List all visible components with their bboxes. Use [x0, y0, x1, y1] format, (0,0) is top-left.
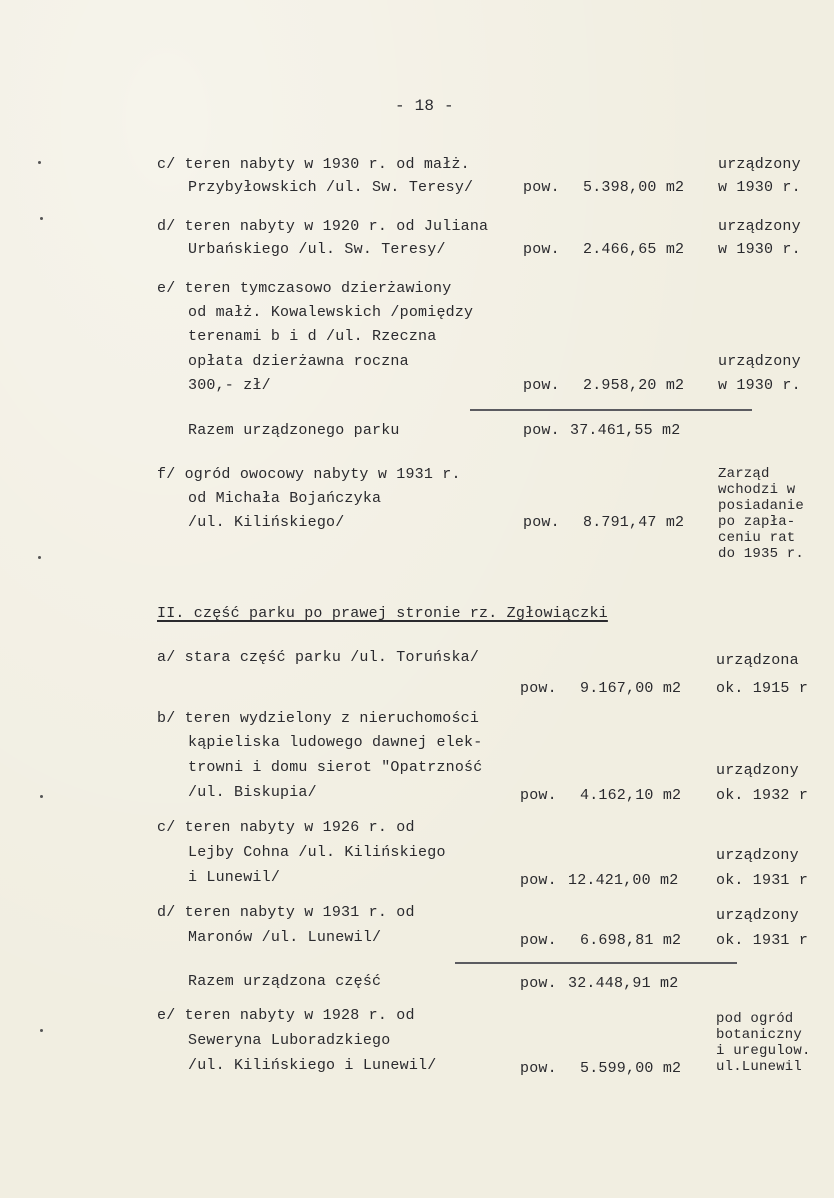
entry-2e-note-0: pod ogród [716, 1011, 794, 1027]
entry-2d-pow: pow. [520, 932, 557, 949]
entry-e-status2: w 1930 r. [718, 377, 801, 394]
entry-2d-status1: urządzony [716, 907, 799, 924]
entry-2d-status2: ok. 1931 r [716, 932, 809, 949]
sum-rule-1 [470, 409, 752, 411]
entry-f-pow: pow. [523, 514, 560, 531]
entry-c-line1: c/ teren nabyty w 1930 r. od małż. [157, 156, 470, 173]
entry-2c-status2: ok. 1931 r [716, 872, 809, 889]
entry-2b-line2: kąpieliska ludowego dawnej elek- [188, 734, 483, 751]
entry-c-status1: urządzony [718, 156, 801, 173]
entry-e-area: 2.958,20 m2 [583, 377, 685, 394]
entry-2b-line3: trowni i domu sierot "Opatrzność [188, 759, 483, 776]
entry-2e-line3: /ul. Kilińskiego i Lunewil/ [188, 1057, 437, 1074]
entry-e-line2: od małż. Kowalewskich /pomiędzy [188, 304, 474, 321]
scan-speck [40, 217, 43, 220]
entry-2a-status2: ok. 1915 r [716, 680, 809, 697]
entry-2b-status1: urządzony [716, 762, 799, 779]
entry-e-line3: terenami b i d /ul. Rzeczna [188, 328, 437, 345]
entry-c-pow: pow. [523, 179, 560, 196]
entry-2e-line2: Seweryna Luboradzkiego [188, 1032, 391, 1049]
entry-2b-status2: ok. 1932 r [716, 787, 809, 804]
entry-f-line1: f/ ogród owocowy nabyty w 1931 r. [157, 466, 461, 483]
entry-e-line5: 300,- zł/ [188, 377, 271, 394]
sum-rule-2 [455, 962, 737, 964]
entry-2a-line1: a/ stara część parku /ul. Toruńska/ [157, 649, 480, 666]
total-2-label: Razem urządzona część [188, 973, 382, 990]
entry-2b-area: 4.162,10 m2 [580, 787, 682, 804]
entry-e-status1: urządzony [718, 353, 801, 370]
entry-f-area: 8.791,47 m2 [583, 514, 685, 531]
entry-d-area: 2.466,65 m2 [583, 241, 685, 258]
entry-2b-line1: b/ teren wydzielony z nieruchomości [157, 710, 480, 727]
entry-2c-pow: pow. [520, 872, 557, 889]
entry-c-area: 5.398,00 m2 [583, 179, 685, 196]
entry-d-line2: Urbańskiego /ul. Sw. Teresy/ [188, 241, 446, 258]
entry-c-line2: Przybyłowskich /ul. Sw. Teresy/ [188, 179, 474, 196]
entry-d-line1: d/ teren nabyty w 1920 r. od Juliana [157, 218, 489, 235]
entry-2d-area: 6.698,81 m2 [580, 932, 682, 949]
entry-e-line4: opłata dzierżawna roczna [188, 353, 409, 370]
entry-2e-note-2: i uregulow. [716, 1043, 811, 1059]
entry-2c-line2: Lejby Cohna /ul. Kilińskiego [188, 844, 446, 861]
entry-f-note-0: Zarząd [718, 466, 770, 482]
scan-speck [40, 795, 43, 798]
entry-c-status2: w 1930 r. [718, 179, 801, 196]
part-2-heading: II. część parku po prawej stronie rz. Zgłowiączki [157, 605, 608, 622]
total-1-label: Razem urządzonego parku [188, 422, 400, 439]
entry-2d-line2: Maronów /ul. Lunewil/ [188, 929, 382, 946]
page-number: - 18 - [395, 97, 454, 115]
entry-2a-pow: pow. [520, 680, 557, 697]
total-1-area: 37.461,55 m2 [570, 422, 681, 439]
entry-2a-status1: urządzona [716, 652, 799, 669]
entry-e-line1: e/ teren tymczasowo dzierżawiony [157, 280, 452, 297]
scan-speck [38, 556, 41, 559]
entry-2e-line1: e/ teren nabyty w 1928 r. od [157, 1007, 415, 1024]
entry-2b-pow: pow. [520, 787, 557, 804]
entry-2e-pow: pow. [520, 1060, 557, 1077]
entry-f-note-5: do 1935 r. [718, 546, 805, 562]
entry-2a-area: 9.167,00 m2 [580, 680, 682, 697]
total-2-pow: pow. [520, 975, 557, 992]
scan-speck [40, 1029, 43, 1032]
entry-d-pow: pow. [523, 241, 560, 258]
entry-2e-note-1: botaniczny [716, 1027, 803, 1043]
entry-f-note-1: wchodzi w [718, 482, 796, 498]
entry-2c-area: 12.421,00 m2 [568, 872, 679, 889]
entry-f-line2: od Michała Bojańczyka [188, 490, 382, 507]
entry-2e-note-3: ul.Lunewil [716, 1059, 803, 1075]
entry-2c-line1: c/ teren nabyty w 1926 r. od [157, 819, 415, 836]
total-2-area: 32.448,91 m2 [568, 975, 679, 992]
entry-2c-status1: urządzony [716, 847, 799, 864]
total-1-pow: pow. [523, 422, 560, 439]
entry-e-pow: pow. [523, 377, 560, 394]
entry-2d-line1: d/ teren nabyty w 1931 r. od [157, 904, 415, 921]
scan-speck [38, 161, 41, 164]
entry-f-note-2: posiadanie [718, 498, 805, 514]
entry-d-status1: urządzony [718, 218, 801, 235]
entry-d-status2: w 1930 r. [718, 241, 801, 258]
entry-f-line3: /ul. Kilińskiego/ [188, 514, 345, 531]
entry-f-note-4: ceniu rat [718, 530, 796, 546]
entry-2c-line3: i Lunewil/ [188, 869, 281, 886]
entry-2b-line4: /ul. Biskupia/ [188, 784, 317, 801]
entry-2e-area: 5.599,00 m2 [580, 1060, 682, 1077]
entry-f-note-3: po zapła- [718, 514, 796, 530]
